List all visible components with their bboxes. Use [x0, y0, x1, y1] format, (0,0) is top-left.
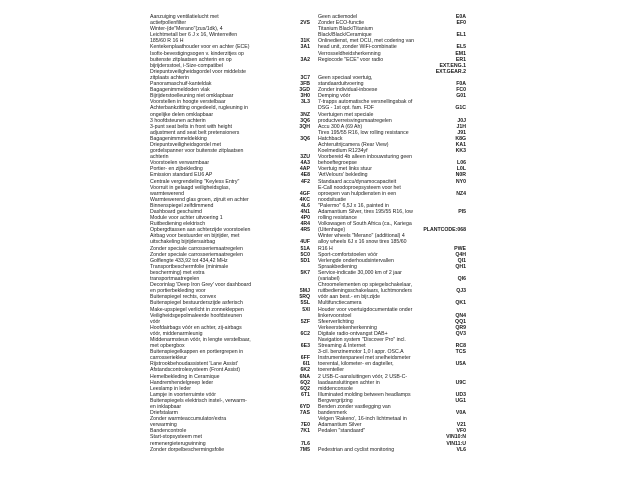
equipment-description: "Palermo" 6,5J x 16, painted in [318, 202, 389, 209]
equipment-code: UD3 [455, 391, 466, 398]
equipment-description: (variabel) [318, 276, 340, 283]
equipment-code: QR9 [455, 324, 466, 331]
equipment-description: Voorruit in gelaagd veiligheidsglas, [150, 184, 230, 191]
equipment-code: QH1 [455, 263, 466, 270]
equipment-code: 3A2 [300, 56, 310, 63]
equipment-description: vóór, middenarmleunig [150, 330, 203, 337]
equipment-description: DSG - 1st opt. fam. FDF [318, 105, 374, 112]
equipment-description: productverreisvingsmaatregelen [318, 117, 392, 124]
equipment-description: Benden zonder vastlegging van [318, 404, 391, 410]
equipment-description: Dashboard geschuimd [150, 209, 202, 215]
equipment-code: FC0 [456, 87, 466, 94]
equipment-description: bandenmerk [318, 410, 347, 417]
equipment-description: Bagagenimmeldoden vlak [150, 87, 210, 94]
equipment-description: transportmaatregelen [150, 276, 200, 283]
equipment-code: 7AS [299, 410, 310, 417]
equipment-description: Veiligheidsgepolmaleerde hoofdsteunen [150, 312, 243, 319]
equipment-description: 2 USB-C-aansluitingen vóór, 2 USB-C- [318, 373, 408, 380]
equipment-description: ongelijke delen omklapbaar [150, 111, 214, 118]
equipment-code: RC8 [455, 343, 466, 350]
equipment-description: Handremhendelgreep leder [150, 379, 214, 386]
equipment-description: alloy wheels 6J x 16 snow tires 185/60 [318, 239, 407, 246]
equipment-description: Koelmedium R1234yf [318, 148, 368, 155]
equipment-description: Sport-comfortstoelen vóór [318, 251, 378, 258]
equipment-code: 3C7 [300, 74, 310, 81]
equipment-description: Titanium Black/Titanium [318, 26, 373, 33]
equipment-description: Buitenspiegelkappen en portiergrepen in [150, 349, 244, 356]
equipment-description: Zonder ECO-functie [318, 20, 365, 27]
equipment-code: U5A [455, 361, 466, 368]
equipment-description: Bagagenimmmeldekking [150, 135, 207, 142]
equipment-description: Adamantium Silver, tires 195/55 R16, low [318, 209, 413, 215]
equipment-code: QQ1 [455, 318, 466, 325]
equipment-description: Velgen 'Rakeno', 16-inch lichtmetaal in [318, 416, 407, 423]
equipment-code: J0J [457, 117, 466, 124]
equipment-description: 3-punt seat belts in front with height [150, 123, 232, 130]
equipment-description: Volkswagen of South Africa (ca., Kariega [318, 221, 412, 228]
equipment-description: Pedalen "standaard" [318, 428, 366, 435]
equipment-description: Rijstrookbehoudassistent 'Lane Assist' [150, 361, 238, 368]
equipment-code: PLANTCODE:068 [423, 227, 466, 234]
equipment-description: Spraakbediening [318, 263, 357, 270]
equipment-description: adjustment and seat belt pretensioners [150, 129, 240, 136]
equipment-code: 4UF [300, 239, 310, 246]
equipment-column-left [150, 14, 310, 472]
equipment-description: Driepuntsveiligheidsgordel voor middelste [150, 68, 247, 75]
equipment-code: QN4 [455, 312, 466, 319]
equipment-description: Leichtmetall ber 6 J x 16, Winterreifen [150, 32, 238, 39]
equipment-code: EL5 [456, 44, 466, 51]
equipment-description: Opbergdtassen aan achterzijde voorstoelen [150, 227, 251, 234]
equipment-code: 7K1 [300, 428, 310, 435]
equipment-code: 5ZF [300, 318, 310, 325]
equipment-description: Tires 195/55 R16, low rolling resistance [318, 129, 409, 136]
equipment-code: 5MJ [299, 288, 310, 295]
equipment-description: head unit, zonder WiFi-combinatie [318, 44, 397, 51]
equipment-description: Isofix-bevestigingsogen v. kinderzitjes op [150, 50, 244, 57]
equipment-description: Instrumentenpaneel met snelheidsmeter [318, 355, 411, 362]
equipment-description: toerental, kilometer- en dagteller, [318, 361, 394, 368]
equipment-description: Zonder speciale carrosseriemaatregelen [150, 245, 243, 252]
equipment-description: Ruitbediening elektrisch [150, 221, 206, 228]
equipment-code: 4L6 [301, 202, 310, 209]
equipment-code: PI5 [458, 209, 466, 215]
equipment-description: ruitbedieningsschakelaars, luchtmonders [318, 288, 413, 295]
equipment-code: 4N1 [300, 209, 310, 215]
equipment-description: middenconsole [318, 385, 353, 392]
equipment-description: Chroomelementen op spiegelschakelaar, [318, 282, 413, 289]
equipment-code: 4R4 [300, 221, 310, 228]
equipment-code: 3NZ [300, 111, 310, 118]
equipment-code: QI6 [457, 276, 466, 283]
equipment-code: E0A [455, 14, 466, 20]
equipment-description: Decorinlag 'Deep Iron Grey' voor dashboard [150, 282, 252, 289]
equipment-description: 185/60 R 16 H [150, 38, 184, 45]
equipment-description: Transportbeschermfolie (minimale [150, 263, 229, 270]
equipment-code: VIN11:U [446, 440, 466, 447]
equipment-description: Zonder dorpelbeschermingsfolie [150, 446, 225, 453]
equipment-description: Start-stopsysteem met [150, 434, 202, 441]
equipment-description: Hemelbekleding in Ceramique [150, 373, 220, 380]
equipment-description: Buitenspiegels elektrisch instel-, verwarm- [150, 397, 247, 404]
equipment-description: Accu 300 A (69 Ah) [318, 123, 363, 130]
equipment-code: NY0 [455, 178, 466, 185]
equipment-code: 4F2 [301, 178, 310, 185]
equipment-description: Adamantium Silver [318, 422, 362, 429]
equipment-code: L06 [457, 160, 466, 167]
equipment-code: 3Q6 [300, 117, 310, 124]
equipment-description: Aanzuiging ventilatielucht met [150, 14, 219, 20]
equipment-description: Multifunctiecamera [318, 300, 362, 307]
equipment-description: achterin [150, 154, 169, 161]
equipment-code: N0R [455, 172, 466, 179]
equipment-description: Leeslamp in leder [150, 385, 191, 392]
equipment-code: 6YD [299, 404, 310, 410]
equipment-description: Verrosseldheidsherkenning [318, 50, 381, 57]
equipment-description: buitenste zitplaatsen achterin en op [150, 56, 232, 63]
equipment-description: vóór aan best.- en bijr.zijde [318, 294, 380, 301]
equipment-description: en portierbekleding voor [150, 288, 206, 295]
equipment-code: KK3 [455, 148, 466, 155]
equipment-description: remenergieterugwinning [150, 440, 206, 447]
equipment-description: Voertuigen met speciale [318, 111, 374, 118]
equipment-description: (Uitenhage) [318, 227, 346, 234]
equipment-description: Zonder speciale carrosseriemaatregelen [150, 251, 243, 258]
equipment-description: Voorbereid 4b alleen inbouwsturing geen [318, 154, 413, 161]
equipment-description: zitplaats achterin [150, 74, 189, 81]
equipment-description: Standaard accu/dynamocapaciteit [318, 178, 397, 185]
equipment-code: 6FF [300, 355, 310, 362]
equipment-description: Driefstalarm [150, 410, 178, 417]
equipment-code: 4E8 [300, 172, 310, 179]
equipment-code: VIN10:N [446, 434, 466, 441]
equipment-description: vóór [150, 318, 161, 325]
equipment-description: Regiocode "ECE" voor radio [318, 56, 384, 63]
equipment-code: 4KC [299, 196, 310, 203]
equipment-description: Service-indicatie 30,000 km of 2 jaar [318, 269, 402, 276]
equipment-description: bescherming) met extra [150, 269, 205, 276]
equipment-code: 4P0 [300, 215, 310, 222]
equipment-description: carrosseriekleur [150, 355, 187, 362]
equipment-code: 5C0 [300, 251, 310, 258]
equipment-code: 3L3 [301, 99, 310, 106]
equipment-description: toerenteller [318, 367, 344, 374]
equipment-description: Portier- en zijbekleding [150, 166, 203, 173]
equipment-list-page [150, 14, 466, 472]
equipment-description: Warmtewerend glas groen, zijruit en achter [150, 196, 249, 203]
equipment-code: 7L6 [301, 440, 310, 447]
equipment-code: 4A3 [300, 160, 310, 167]
equipment-code: ER1 [455, 56, 466, 63]
equipment-description: en inklapbaar [150, 404, 182, 410]
equipment-code: EL1 [456, 32, 466, 39]
equipment-description: Verlengde onderhoudsintervallen [318, 257, 394, 264]
equipment-description: Zonder warmteaccumulator/extra [150, 416, 227, 423]
equipment-description: Houder voor voertuigdocumentatie onder [318, 306, 413, 313]
equipment-description: Hoofdairbags vóór en achter, zij-airbags [150, 324, 242, 331]
equipment-code: 6NA [299, 373, 310, 380]
equipment-row [318, 447, 466, 453]
equipment-code: 3QH [299, 123, 310, 130]
equipment-description: gordelspanner voor buitenste zitplaatsen [150, 148, 244, 155]
equipment-description: Achteruitrijcamera (Rear View) [318, 141, 389, 148]
equipment-code: J1H [456, 123, 466, 130]
equipment-code: 5XI [302, 306, 310, 313]
equipment-code: V0A [455, 410, 466, 417]
equipment-description: Achterbankzitting ongedeeld, rugleuning in [150, 105, 249, 112]
equipment-code: V21 [456, 422, 466, 429]
equipment-code: VL6 [456, 446, 466, 453]
equipment-description: 'ArtVelours' bekleding [318, 172, 368, 179]
equipment-code: NZ4 [456, 190, 466, 197]
equipment-description: Voorstoelen verwarmbaar [150, 160, 210, 167]
equipment-description: Centrale vergrendeling "Keyless Entry" [150, 178, 240, 185]
equipment-code: 2VS [300, 20, 310, 27]
equipment-description: behoeftegroepse [318, 160, 357, 167]
equipment-description: Bandencontrole [150, 428, 187, 435]
equipment-description: Streaming & Internet [318, 343, 366, 350]
equipment-description: Navigation system "Discover Pro" incl. [318, 336, 406, 343]
equipment-code: KA1 [455, 141, 466, 148]
equipment-description: 3 hoofdsteunen achterin [150, 117, 206, 124]
equipment-description: Buitenspiegel bestuurderszijde asferisch [150, 300, 243, 307]
equipment-description: E-Call noodoproepsysteem voor het [318, 184, 401, 191]
equipment-code: 5D1 [300, 257, 310, 264]
equipment-description: oproepen van hulpdiensten in een [318, 190, 397, 197]
equipment-code: 31K [300, 38, 310, 45]
equipment-code: F0A [456, 81, 466, 88]
equipment-code: EXT.GEAR.2 [435, 68, 466, 75]
equipment-description: Pedestrian and cyclist monitoring [318, 446, 395, 453]
equipment-description: Black/Black/Ceramique [318, 32, 372, 39]
equipment-description: Lampje in voorterruimte vóór [150, 391, 217, 398]
equipment-code: U9C [455, 379, 466, 386]
equipment-description: Geen actiemodel [318, 14, 358, 20]
equipment-code: VF0 [456, 428, 466, 435]
equipment-code: 4R5 [300, 227, 310, 234]
equipment-description: Panoramaschuif-kanteldak [150, 81, 212, 88]
equipment-code: TCS [455, 349, 466, 356]
equipment-column-right [318, 14, 466, 472]
equipment-description: Winter-(de"Merano"(zus/1dk), 4 [150, 26, 223, 33]
equipment-description: warmtewerend [150, 190, 185, 197]
equipment-code: 7E0 [300, 422, 310, 429]
equipment-code: 6E3 [300, 343, 310, 350]
equipment-code: 5RQ [299, 294, 310, 301]
equipment-description: Verkeerstekenherkenning [318, 324, 377, 331]
equipment-code: QJ3 [456, 288, 466, 295]
equipment-description: Buitenspiegel rechts, convex [150, 294, 217, 301]
equipment-description: Hatchback [318, 135, 343, 142]
equipment-code: 3ZU [300, 154, 310, 161]
equipment-description: Voorstellen in hoogte verstelbaar [150, 99, 226, 106]
equipment-description: Geen speciaal voertuig, [318, 74, 373, 81]
equipment-description: uitschakeling bijrijdersairbag [150, 239, 216, 246]
equipment-code: 3Q6 [300, 135, 310, 142]
equipment-code: 6Q2 [300, 379, 310, 386]
equipment-description: Digitale radio-ontvangst DAB+ [318, 330, 388, 337]
equipment-code: 3GD [299, 87, 310, 94]
equipment-description: Bergvergrijzing [318, 397, 353, 404]
equipment-description: Kentekenplaathouder voor en achter (ECE) [150, 44, 250, 51]
equipment-code: 6T1 [301, 391, 310, 398]
equipment-row [150, 447, 310, 453]
equipment-code: 6K2 [300, 367, 310, 374]
equipment-description: 3-cil. benzinemotor 1,0 l appr. OSC.A [318, 349, 404, 356]
equipment-code: 5K7 [300, 269, 310, 276]
equipment-description: Winter wheels "Merano" (additional) 4 [318, 233, 405, 240]
equipment-code: QV3 [455, 330, 466, 337]
equipment-code: UG1 [455, 397, 466, 404]
equipment-code: PWE [454, 245, 466, 252]
equipment-description: met opbergbox [150, 343, 185, 350]
equipment-code: K8G [455, 135, 466, 142]
equipment-description: Onlinedienst, met OCU, met codering van [318, 38, 415, 45]
equipment-description: bijrijdersstoel, i-Size-compatibel [150, 62, 223, 69]
equipment-description: Golflengte 433,92 tot 434,42 MHz [150, 257, 228, 264]
equipment-description: Sfeerverlichting [318, 318, 354, 325]
equipment-description: Afstandscontrolesysteem (Front Assist) [150, 367, 240, 374]
equipment-description: verwarming [150, 422, 177, 429]
equipment-description: rolling resistance [318, 215, 357, 222]
equipment-code: 7M5 [299, 446, 310, 453]
equipment-code: QI1 [457, 257, 466, 264]
equipment-description: Make-upspiegel verlicht in zonnekleppen [150, 306, 244, 313]
equipment-description: Demping vóór [318, 93, 351, 100]
equipment-code: QK1 [455, 300, 466, 307]
equipment-code: 3A1 [300, 44, 310, 51]
equipment-description: standaarduitvoering [318, 81, 364, 88]
equipment-description: noodsituatie [318, 196, 346, 203]
equipment-description: Illuminated molding between headlamps [318, 391, 411, 398]
equipment-description: Module voor achter uitvoering 1 [150, 215, 223, 222]
equipment-description: laadaansluitingen achter in [318, 379, 380, 386]
equipment-code: 3H0 [300, 93, 310, 100]
equipment-code: EF0 [456, 20, 466, 27]
equipment-code: G01 [456, 93, 466, 100]
equipment-code: 51A [300, 245, 310, 252]
equipment-code: Q4H [455, 251, 466, 258]
equipment-code: L0L [456, 166, 466, 173]
equipment-code: 6C2 [300, 330, 310, 337]
equipment-description: Voertuig met links stuur [318, 166, 372, 173]
equipment-description: Airbag voor bestuurder en bijrijder, met [150, 233, 240, 240]
equipment-description: Binnenspiegel zelfdimmend [150, 202, 214, 209]
equipment-code: J91 [457, 129, 466, 136]
equipment-description: actiefpollenfilter [150, 20, 187, 27]
equipment-code: 6I1 [302, 361, 310, 368]
equipment-code: 6Q2 [300, 385, 310, 392]
equipment-description: Driepuntsveiligheidsgordel met [150, 141, 221, 148]
equipment-description: Emission standard EU6 AP [150, 172, 213, 179]
equipment-code: 5SL [300, 300, 310, 307]
equipment-code: 4GF [299, 190, 310, 197]
equipment-code: 3FB [300, 81, 310, 88]
equipment-description: Middenarmsteun vóór, in lengte verstelbaar, [150, 336, 251, 343]
equipment-description: Zonder individual-inboese [318, 87, 378, 94]
equipment-description: Bijrijderstoelleuning niet omklapbaar [150, 93, 234, 100]
equipment-code: EXT.ENG.1 [439, 62, 466, 69]
equipment-code: G1C [455, 105, 466, 112]
equipment-description: linkervoorstoel [318, 312, 352, 319]
equipment-code: EM1 [455, 50, 466, 57]
equipment-description: 7-trapps automatische versnellingsbak of [318, 99, 413, 106]
equipment-code: 4AP [299, 166, 310, 173]
equipment-description: R16 H [318, 245, 333, 252]
